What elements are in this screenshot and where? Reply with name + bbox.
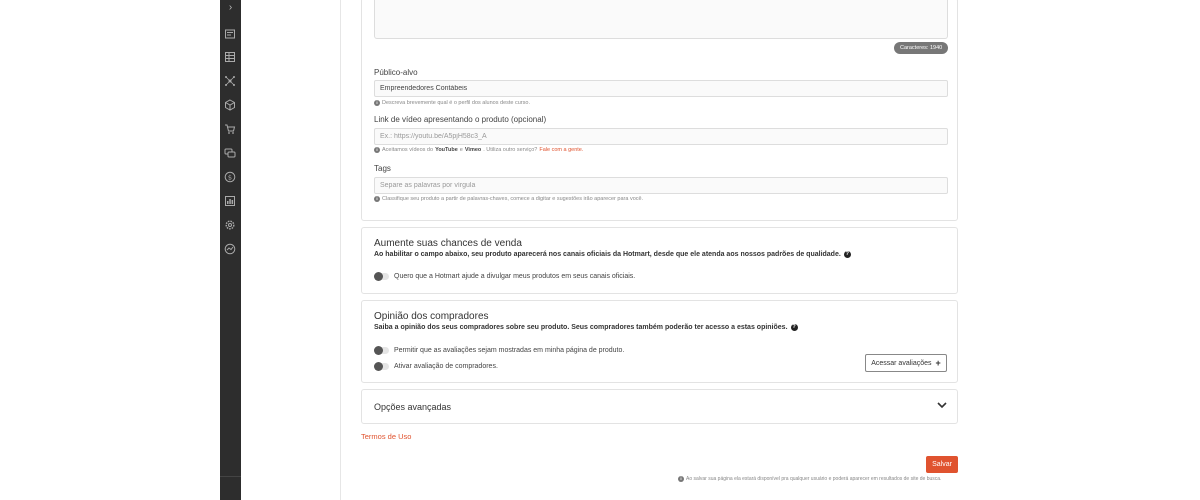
advanced-options-title: Opções avançadas	[374, 402, 452, 412]
tags-input[interactable]	[374, 177, 948, 194]
plus-icon: +	[935, 357, 941, 368]
info-icon: i	[374, 196, 380, 202]
chevron-down-icon[interactable]	[937, 401, 947, 409]
audience-label: Público-alvo	[374, 68, 418, 77]
save-note: i Ao salvar sua página ela estará disponível pra qualquer usuário e poderá aparecer em resultados de site de busca.	[678, 476, 941, 482]
char-count-badge: Caracteres: 1940	[894, 42, 948, 54]
access-reviews-button[interactable]: Acessar avaliações +	[865, 354, 947, 372]
save-button[interactable]: Salvar	[926, 456, 958, 473]
content-divider	[340, 0, 341, 500]
product-info-card	[361, 0, 958, 221]
reviews-show-toggle-row: Permitir que as avaliações sejam mostradas em minha página de produto.	[374, 347, 624, 354]
box-icon[interactable]	[224, 99, 236, 111]
table-icon[interactable]	[224, 51, 236, 63]
contact-link[interactable]: Fale com a gente.	[539, 147, 584, 153]
tags-label: Tags	[374, 164, 391, 173]
network-icon[interactable]	[224, 75, 236, 87]
audience-hint: i Descreva brevemente qual é o perfil dos alunos deste curso.	[374, 100, 530, 106]
chart-icon[interactable]	[224, 195, 236, 207]
sidebar	[220, 0, 241, 500]
sales-title: Aumente suas chances de venda	[374, 238, 522, 249]
show-reviews-toggle[interactable]	[374, 347, 389, 354]
reviews-title: Opinião dos compradores	[374, 311, 489, 322]
sidebar-divider	[220, 476, 241, 477]
help-icon[interactable]: ?	[845, 251, 849, 257]
info-icon: i	[374, 100, 380, 106]
sales-card	[361, 227, 958, 294]
enable-reviews-toggle[interactable]	[374, 363, 389, 370]
info-icon: i	[678, 476, 684, 482]
tags-hint: i Classifique seu produto a partir de palavras-chaves, comece a digitar e sugestões irão aparecer para você.	[374, 196, 643, 202]
gauge-icon[interactable]	[224, 243, 236, 255]
dollar-icon[interactable]	[224, 171, 236, 183]
reviews-enable-toggle-row: Ativar avaliação de compradores.	[374, 363, 498, 370]
info-icon: i	[374, 147, 380, 153]
sidebar-collapse-button[interactable]: ›	[228, 2, 233, 13]
video-label: Link de vídeo apresentando o produto (opcional)	[374, 115, 547, 124]
reviews-card	[361, 300, 958, 383]
chat-icon[interactable]	[224, 147, 236, 159]
svg-text:$: $	[227, 173, 233, 182]
sales-toggle-row: Quero que a Hotmart ajude a divulgar meus produtos em seus canais oficiais.	[374, 273, 635, 280]
help-icon[interactable]: ?	[792, 324, 796, 330]
reviews-subtitle: Saiba a opinião dos seus compradores sobre seu produto. Seus compradores também poderão ter acesso a estas opiniões. ?	[374, 324, 796, 331]
gear-icon[interactable]	[224, 219, 236, 231]
terms-link[interactable]: Termos de Uso	[361, 432, 412, 441]
video-input[interactable]	[374, 128, 948, 145]
cart-icon[interactable]	[224, 123, 236, 135]
description-textarea[interactable]	[374, 0, 948, 39]
document-icon[interactable]	[224, 28, 236, 40]
video-hint: i Aceitamos vídeos do YouTube e Vimeo . Utiliza outro serviço? Fale com a gente.	[374, 147, 583, 153]
audience-input[interactable]	[374, 80, 948, 97]
advanced-options-card[interactable]	[361, 389, 958, 424]
hotmart-promo-toggle[interactable]	[374, 273, 389, 280]
sales-subtitle: Ao habilitar o campo abaixo, seu produto aparecerá nos canais oficiais da Hotmart, desde que ele atenda aos nossos padrões de qualidade. ?	[374, 251, 849, 258]
